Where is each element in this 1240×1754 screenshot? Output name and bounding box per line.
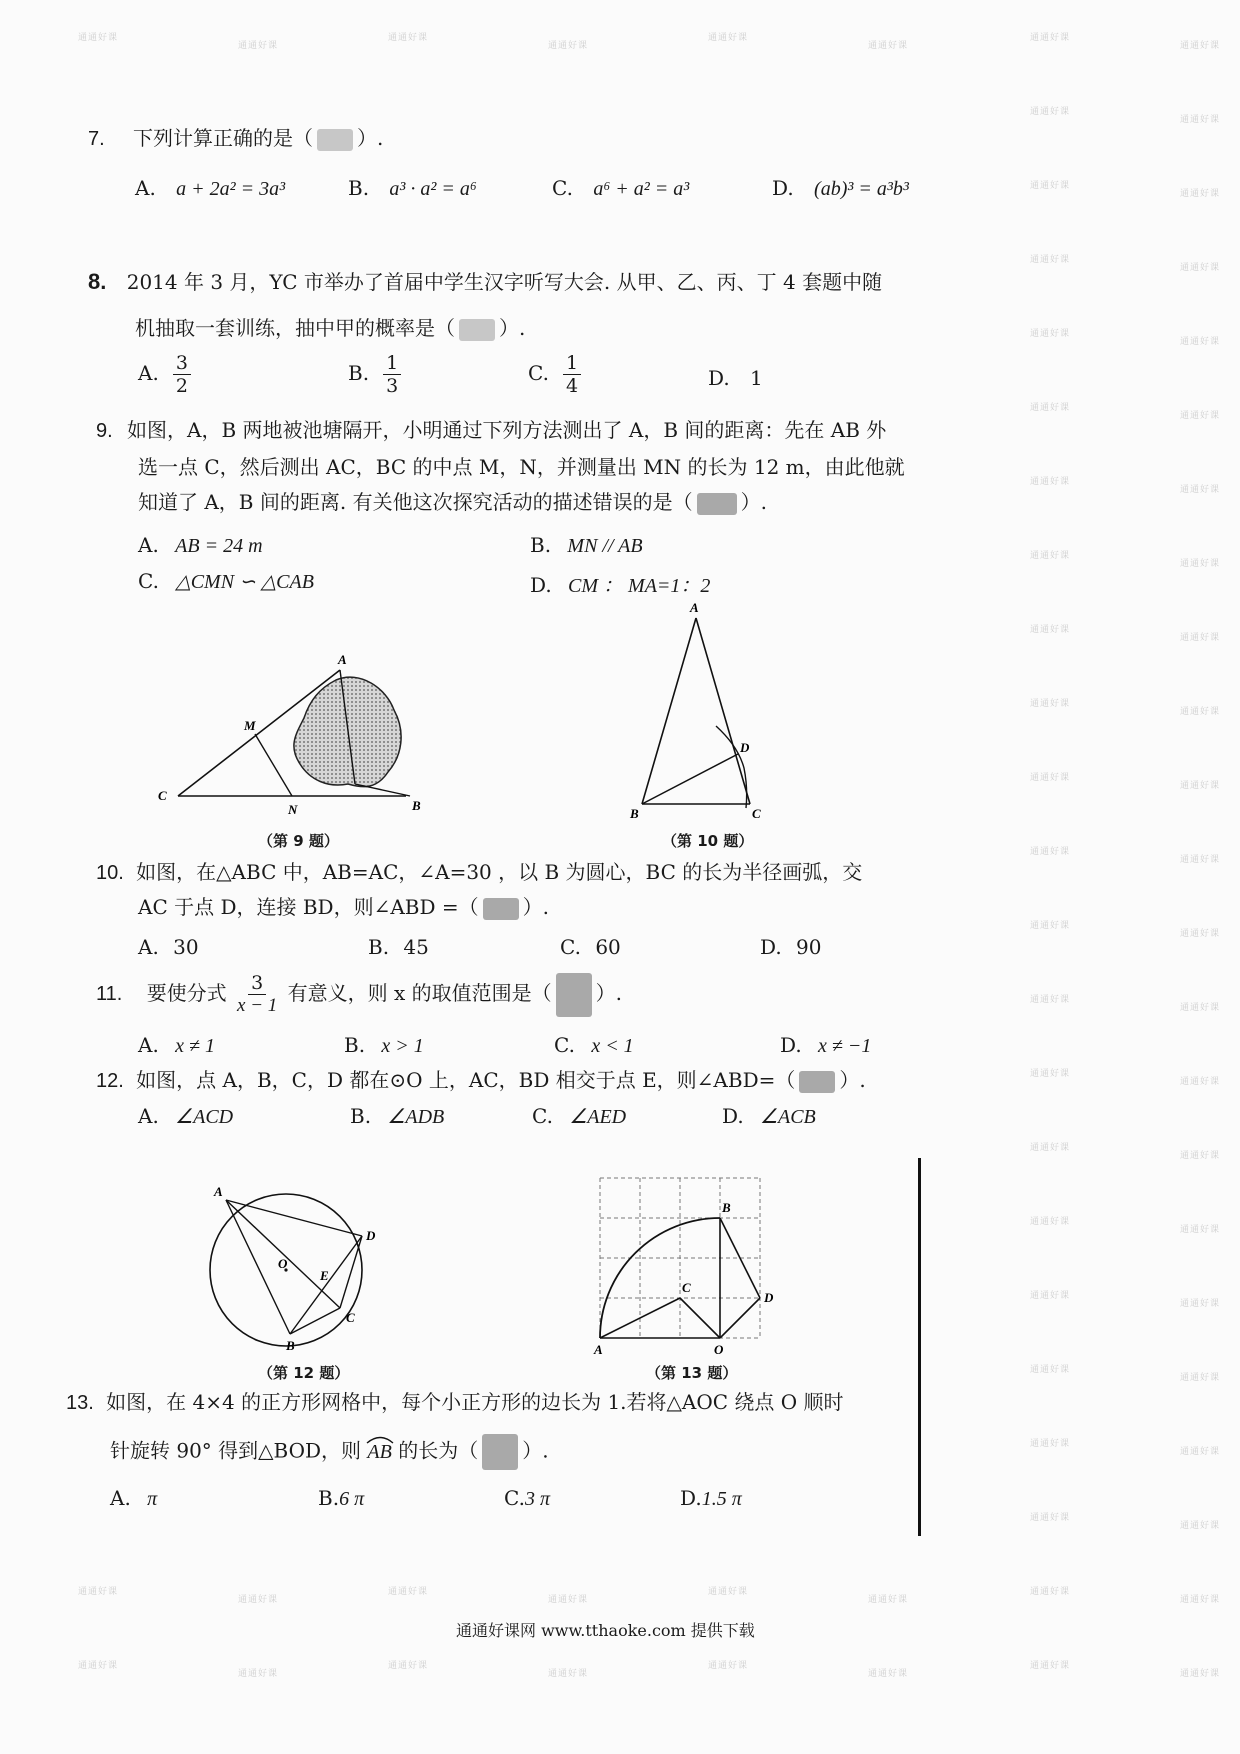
option-d: D. 1: [708, 366, 763, 390]
label-A: A: [338, 652, 347, 667]
watermark-mark: 通通好课: [1030, 1217, 1071, 1227]
watermark-mark: 通通好课: [1030, 1069, 1071, 1079]
question-stem-line1: 如图，A，B 两地被池塘隔开，小明通过下列方法测出了 A，B 间的距离：先在 AB 外: [127, 418, 887, 442]
option-b: B. MN // AB: [530, 533, 643, 557]
label-C: C: [346, 1310, 355, 1325]
option-a: A. a + 2a² = 3a³: [135, 176, 286, 200]
label-N: N: [288, 802, 298, 817]
option-c: C. 60: [560, 935, 621, 959]
watermark-mark: 通通好课: [1180, 781, 1221, 791]
label-O: O: [714, 1342, 724, 1357]
watermark-mark: 通通好课: [1030, 625, 1071, 635]
figure-12: [190, 1180, 390, 1350]
question-11: 11. 要使分式 $\frac{3}{x - 1}$ 有意义，则 x 的取值范围是（ ）.: [96, 972, 623, 1016]
watermark-mark: 通通好课: [708, 33, 749, 43]
question-number: 7.: [88, 128, 105, 150]
option-c: C.3 π: [504, 1486, 550, 1510]
label-A: A: [690, 600, 699, 615]
option-c: C. x < 1: [554, 1033, 634, 1057]
label-C: C: [682, 1280, 691, 1295]
label-D: D: [366, 1228, 376, 1243]
option-b: B. a³ · a² = a⁶: [348, 176, 477, 200]
watermark-mark: 通通好课: [1030, 477, 1071, 487]
watermark-mark: 通通好课: [1180, 189, 1221, 199]
watermark-mark: 通通好课: [868, 1669, 909, 1679]
watermark-mark: 通通好课: [1030, 699, 1071, 709]
watermark-mark: 通通好课: [1030, 551, 1071, 561]
label-C: C: [752, 806, 761, 820]
figure-10-caption: （第 10 题）: [662, 832, 754, 850]
watermark-mark: 通通好课: [1180, 633, 1221, 643]
watermark-mark: 通通好课: [1180, 1521, 1221, 1531]
question-number: 10.: [96, 862, 124, 884]
watermark-mark: 通通好课: [1180, 1299, 1221, 1309]
question-9: [96, 418, 886, 443]
label-B: B: [412, 798, 421, 813]
watermark-mark: 通通好课: [1180, 1003, 1221, 1013]
label-D: D: [740, 740, 750, 755]
watermark-mark: 通通好课: [1030, 33, 1071, 43]
answer-blank: [483, 898, 519, 920]
watermark-mark: 通通好课: [548, 1669, 589, 1679]
question-13-line2: 针旋转 90° 得到△BOD，则 AB 的长为（ ）.: [110, 1434, 549, 1470]
watermark-mark: 通通好课: [1030, 1661, 1071, 1671]
watermark-mark: 通通好课: [1030, 181, 1071, 191]
question-9-line2: 选一点 C，然后测出 AC，BC 的中点 M，N，并测量出 MN 的长为 12 m，由此他就: [138, 455, 905, 479]
option-b: B.6 π: [318, 1486, 365, 1510]
label-C: C: [158, 788, 167, 803]
watermark-mark: 通通好课: [238, 41, 279, 51]
question-number: 11.: [96, 983, 123, 1005]
option-d: D. ∠ACB: [722, 1104, 816, 1128]
watermark-mark: 通通好课: [708, 1661, 749, 1671]
question-7: [88, 126, 383, 151]
label-A: A: [214, 1184, 223, 1199]
label-B: B: [722, 1200, 731, 1215]
watermark-mark: 通通好课: [1180, 411, 1221, 421]
option-b: B. $\frac{1}{3}$: [348, 352, 405, 397]
watermark-mark: 通通好课: [1030, 403, 1071, 413]
watermark-mark: 通通好课: [1180, 707, 1221, 717]
question-10: [96, 860, 862, 885]
option-d: D. x ≠ −1: [780, 1033, 872, 1057]
watermark-mark: 通通好课: [708, 1587, 749, 1597]
figure-13-caption: （第 13 题）: [646, 1364, 738, 1382]
question-13: [66, 1390, 844, 1415]
watermark-mark: 通通好课: [1030, 1587, 1071, 1597]
watermark-mark: 通通好课: [1180, 1373, 1221, 1383]
option-b: B. ∠ADB: [350, 1104, 445, 1128]
label-D: D: [764, 1290, 774, 1305]
watermark-mark: 通通好课: [78, 33, 119, 43]
label-B: B: [630, 806, 639, 820]
option-d: D. (ab)³ = a³b³: [772, 176, 909, 200]
option-b: B. 45: [368, 935, 429, 959]
figure-12-caption: （第 12 题）: [258, 1364, 350, 1382]
figure-9: [150, 648, 440, 818]
question-stem-line1: 如图，在 4×4 的正方形网格中，每个小正方形的边长为 1.若将△AOC 绕点 O 顺时: [106, 1390, 844, 1414]
watermark-mark: 通通好课: [1030, 1513, 1071, 1523]
arc-notation: AB: [367, 1440, 391, 1464]
option-c: C. $\frac{1}{4}$: [528, 352, 585, 397]
question-number: 8.: [88, 269, 107, 294]
label-B: B: [286, 1338, 295, 1350]
watermark-mark: 通通好课: [238, 1669, 279, 1679]
watermark-mark: 通通好课: [1180, 41, 1221, 51]
answer-blank: [799, 1071, 835, 1093]
watermark-mark: 通通好课: [1180, 115, 1221, 125]
option-a: A. ∠ACD: [138, 1104, 234, 1128]
watermark-mark: 通通好课: [1180, 1669, 1221, 1679]
option-c: C. a⁶ + a² = a³: [552, 176, 690, 200]
option-a: A. AB = 24 m: [138, 533, 263, 557]
watermark-mark: 通通好课: [548, 1595, 589, 1605]
label-O: O: [278, 1256, 288, 1271]
watermark-mark: 通通好课: [1180, 929, 1221, 939]
watermark-mark: 通通好课: [78, 1587, 119, 1597]
watermark-mark: 通通好课: [1180, 1595, 1221, 1605]
option-b: B. x > 1: [344, 1033, 424, 1057]
answer-blank: [317, 129, 353, 151]
answer-blank: [697, 493, 737, 515]
footer-credit: 通通好课网 www.tthaoke.com 提供下载: [456, 1621, 755, 1640]
question-8-line2: 机抽取一套训练，抽中甲的概率是（ ）.: [135, 316, 526, 340]
question-stem-line1: 2014 年 3 月，YC 市举办了首届中学生汉字听写大会. 从甲、乙、丙、丁 4 套题中随: [126, 270, 883, 294]
watermark-mark: 通通好课: [1030, 107, 1071, 117]
answer-blank: [459, 319, 495, 341]
watermark-mark: 通通好课: [1030, 1365, 1071, 1375]
watermark-mark: 通通好课: [1030, 1439, 1071, 1449]
option-a: A. x ≠ 1: [138, 1033, 216, 1057]
option-a: A. 30: [138, 935, 199, 959]
answer-blank: [482, 1434, 518, 1470]
watermark-mark: 通通好课: [1030, 1291, 1071, 1301]
watermark-mark: 通通好课: [1180, 1447, 1221, 1457]
question-stem-line1: 如图，在△ABC 中，AB=AC，∠A=30 ，以 B 为圆心，BC 的长为半径画弧，交: [136, 860, 863, 884]
watermark-mark: 通通好课: [1180, 337, 1221, 347]
watermark-mark: 通通好课: [388, 1661, 429, 1671]
watermark-mark: 通通好课: [1030, 921, 1071, 931]
option-a: A. π: [110, 1486, 158, 1510]
label-A: A: [594, 1342, 603, 1357]
arc-mark: [365, 1434, 395, 1444]
watermark-mark: 通通好课: [1180, 1225, 1221, 1235]
watermark-mark: 通通好课: [1030, 847, 1071, 857]
figure-10: [620, 598, 780, 820]
watermark-mark: 通通好课: [1180, 559, 1221, 569]
question-12: 12. 如图，点 A，B，C，D 都在⊙O 上，AC，BD 相交于点 E，则∠ABD=（ ）.: [96, 1068, 866, 1092]
watermark-mark: 通通好课: [1180, 1077, 1221, 1087]
label-E: E: [320, 1268, 329, 1283]
figure-13: [584, 1168, 796, 1358]
watermark-mark: 通通好课: [1180, 1151, 1221, 1161]
option-d: D. CM ： MA=1：2: [530, 573, 711, 597]
watermark-mark: 通通好课: [238, 1595, 279, 1605]
option-a: A. $\frac{3}{2}$: [138, 352, 195, 397]
fraction: $\frac{3}{x - 1}$: [237, 972, 278, 1016]
watermark-mark: 通通好课: [548, 41, 589, 51]
option-d: D.1.5 π: [680, 1486, 742, 1510]
question-stem: 如图，点 A，B，C，D 都在⊙O 上，AC，BD 相交于点 E，则∠ABD=（: [136, 1068, 796, 1092]
watermark-mark: 通通好课: [868, 1595, 909, 1605]
watermark-mark: 通通好课: [1030, 1143, 1071, 1153]
watermark-mark: 通通好课: [1030, 773, 1071, 783]
watermark-mark: 通通好课: [1030, 329, 1071, 339]
figure-9-caption: （第 9 题）: [258, 832, 339, 850]
question-number: 12.: [96, 1070, 124, 1092]
label-M: M: [244, 718, 256, 733]
question-number: 9.: [96, 420, 113, 442]
answer-blank: [556, 973, 592, 1017]
watermark-mark: 通通好课: [868, 41, 909, 51]
stem-close: ）.: [357, 126, 384, 150]
watermark-mark: 通通好课: [1180, 485, 1221, 495]
option-c: C. ∠AED: [532, 1104, 627, 1128]
watermark-mark: 通通好课: [78, 1661, 119, 1671]
watermark-mark: 通通好课: [388, 1587, 429, 1597]
watermark-mark: 通通好课: [1030, 995, 1071, 1005]
watermark-mark: 通通好课: [388, 33, 429, 43]
question-10-line2: AC 于点 D，连接 BD，则∠ABD =（ ）.: [138, 895, 549, 919]
option-c: C. △CMN ∽ △CAB: [138, 569, 314, 593]
vertical-rule: [918, 1158, 921, 1536]
question-8: [88, 270, 882, 294]
question-number: 13.: [66, 1392, 94, 1414]
option-d: D. 90: [760, 935, 822, 959]
watermark-mark: 通通好课: [1030, 255, 1071, 265]
question-9-line3: 知道了 A，B 间的距离. 有关他这次探究活动的描述错误的是（ ）.: [138, 490, 767, 514]
question-stem: 下列计算正确的是（: [133, 126, 314, 150]
watermark-mark: 通通好课: [1180, 263, 1221, 273]
watermark-mark: 通通好课: [1180, 855, 1221, 865]
